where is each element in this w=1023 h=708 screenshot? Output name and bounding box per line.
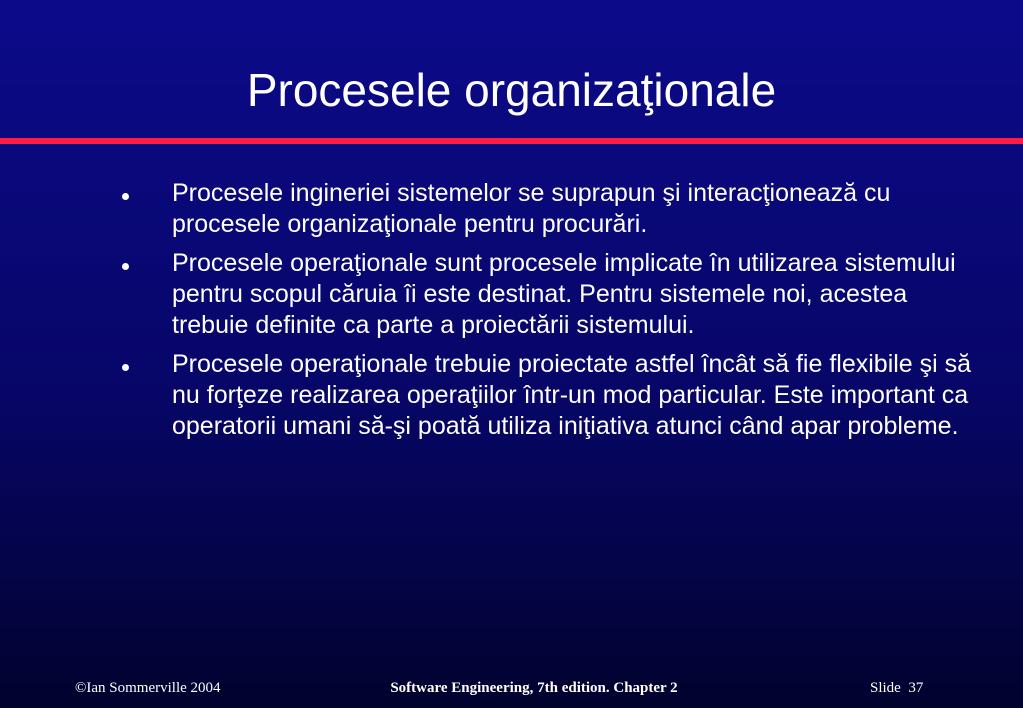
bullet-item bbox=[120, 349, 980, 442]
bullet-item bbox=[120, 178, 980, 240]
bullet-item bbox=[120, 248, 980, 341]
footer-slide-number: Slide 37 bbox=[870, 680, 924, 696]
bullet-icon bbox=[122, 193, 129, 200]
bullet-text: Procesele operaţionale trebuie proiectate astfel încât să fie flexibile şi să nu forţeze realizarea operaţiilor într-un mod particular. Este important ca operatorii umani să-şi poată utiliza iniţiativa atunci când apar probleme. bbox=[172, 350, 972, 440]
slide-title: Procesele organizaţionale bbox=[246, 64, 777, 116]
bullet-icon bbox=[122, 364, 129, 371]
bullet-text: Procesele ingineriei sistemelor se suprapun şi interacţionează cu procesele organizaţionale pentru procurări. bbox=[172, 179, 891, 238]
bullet-list bbox=[120, 178, 980, 450]
footer-book-title: Software Engineering, 7th edition. Chapter 2 bbox=[390, 680, 678, 696]
bullet-text: Procesele operaţionale sunt procesele implicate în utilizarea sistemului pentru scopul căruia îi este destinat. Pentru sistemele noi, acestea trebuie definite ca parte a proiectării sistemului. bbox=[172, 249, 956, 339]
title-divider bbox=[0, 138, 1023, 144]
footer-copyright: ©Ian Sommerville 2004 bbox=[75, 680, 221, 696]
bullet-icon bbox=[122, 263, 129, 270]
